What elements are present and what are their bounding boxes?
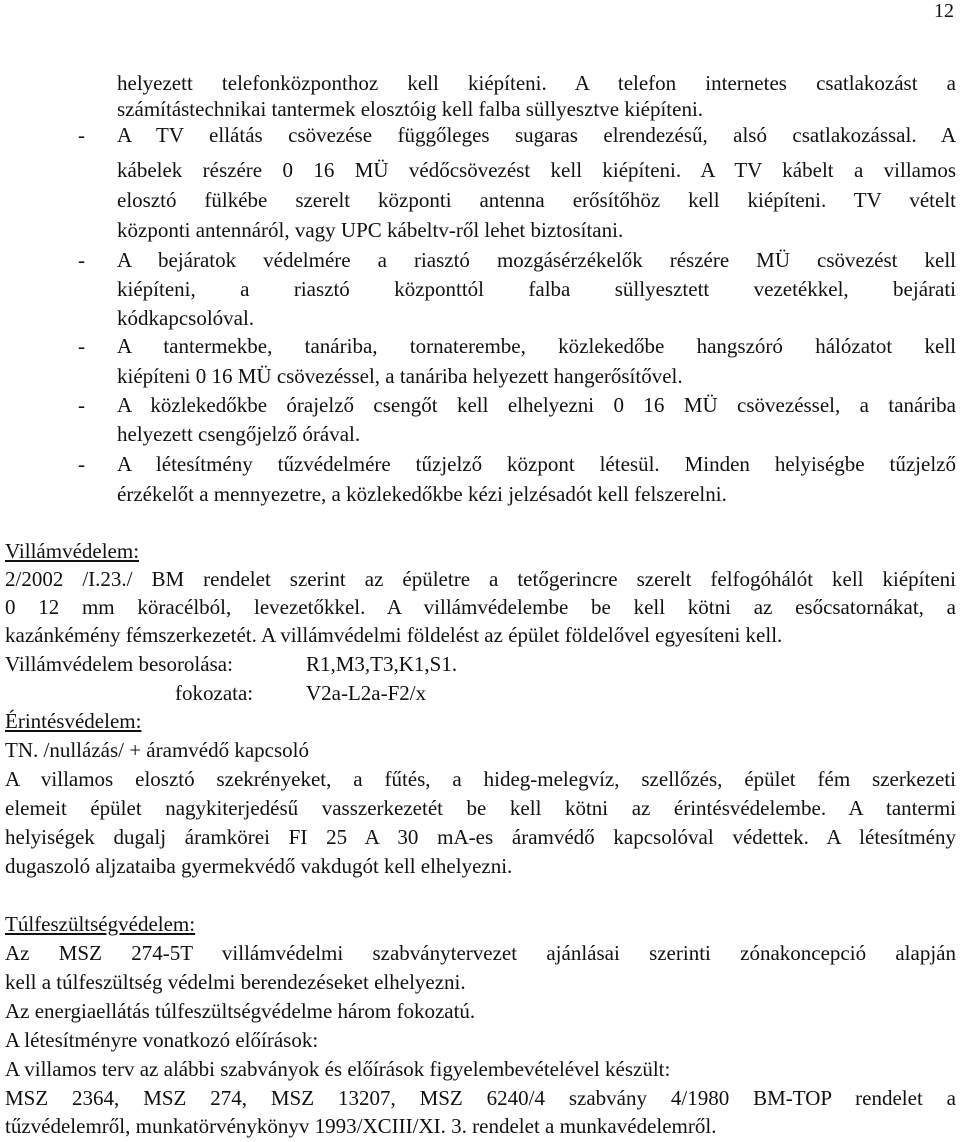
text-line: A létesítményre vonatkozó előírások: bbox=[5, 1028, 319, 1052]
text-line: helyezett csengőjelző órával. bbox=[117, 422, 361, 446]
section-heading: Érintésvédelem: bbox=[5, 709, 142, 733]
text-line: tűzvédelemről, munkatörvénykönyv 1993/XCIII/XI. 3. rendelet a munkavédelemről. bbox=[5, 1114, 717, 1138]
text-line: A létesítmény tűzvédelmére tűzjelző központ létesül. Minden helyiségbe tűzjelző bbox=[117, 452, 956, 476]
bullet-dash: - bbox=[78, 393, 85, 417]
besorolas-value: R1,M3,T3,K1,S1. bbox=[306, 652, 458, 676]
text-line: elosztó fülkébe szerelt központi antenna erősítőhöz kell kiépíteni. TV vételt bbox=[117, 188, 956, 212]
text-line: számítástechnikai tantermek elosztóig kell falba süllyesztve kiépíteni. bbox=[117, 97, 704, 121]
text-line: A közlekedőkbe órajelző csengőt kell elhelyezni 0 16 MÜ csövezéssel, a tanáriba bbox=[117, 393, 956, 417]
text-line: A bejáratok védelmére a riasztó mozgásérzékelők részére MÜ csövezést kell bbox=[117, 248, 956, 272]
bullet-dash: - bbox=[78, 123, 85, 147]
besorolas-label: Villámvédelem besorolása: bbox=[5, 652, 233, 676]
fokozat-value: V2a-L2a-F2/x bbox=[306, 681, 427, 705]
bullet-dash: - bbox=[78, 334, 85, 358]
bullet-dash: - bbox=[78, 452, 85, 476]
text-line: A tantermekbe, tanáriba, tornaterembe, közlekedőbe hangszóró hálózatot kell bbox=[117, 334, 956, 358]
text-line: kell a túlfeszültség védelmi berendezéseket elhelyezni. bbox=[5, 970, 466, 994]
text-line: 2/2002 /I.23./ BM rendelet szerint az épületre a tetőgerincre szerelt felfogóhálót kell kiépíteni bbox=[5, 567, 956, 591]
text-line: kábelek részére 0 16 MÜ védőcsövezést kell kiépíteni. A TV kábelt a villamos bbox=[117, 158, 956, 182]
section-heading: Villámvédelem: bbox=[5, 539, 140, 563]
text-line: kazánkémény fémszerkezetét. A villámvédelmi földelést az épület földelővel egyesíteni kell. bbox=[5, 623, 783, 647]
fokozat-label: fokozata: bbox=[175, 681, 254, 705]
text-line: A TV ellátás csövezése függőleges sugaras elrendezésű, alsó csatlakozással. A bbox=[117, 123, 956, 147]
text-line: kiépíteni 0 16 MÜ csövezéssel, a tanáriba helyezett hangerősítővel. bbox=[117, 364, 683, 388]
text-line: A villamos elosztó szekrényeket, a fűtés, a hideg-melegvíz, szellőzés, épület fém szerkezeti bbox=[5, 767, 956, 791]
text-line: központi antennáról, vagy UPC kábeltv-ről lehet biztosítani. bbox=[117, 218, 624, 242]
text-line: Az MSZ 274-5T villámvédelmi szabványtervezet ajánlásai szerinti zónakoncepció alapján bbox=[5, 941, 956, 965]
text-line: helyezett telefonközponthoz kell kiépíteni. A telefon internetes csatlakozást a bbox=[117, 71, 956, 95]
text-line: kiépíteni, a riasztó központtól falba süllyesztett vezetékkel, bejárati bbox=[117, 277, 956, 301]
text-line: kódkapcsolóval. bbox=[117, 306, 255, 330]
text-line: MSZ 2364, MSZ 274, MSZ 13207, MSZ 6240/4 szabvány 4/1980 BM-TOP rendelet a bbox=[5, 1086, 956, 1110]
section-heading: Túlfeszültségvédelem: bbox=[5, 912, 196, 936]
text-line: Az energiaellátás túlfeszültségvédelme három fokozatú. bbox=[5, 999, 476, 1023]
page-number: 12 bbox=[934, 0, 954, 22]
text-line: 0 12 mm köracélból, levezetőkkel. A villámvédelembe be kell kötni az esőcsatornákat, a bbox=[5, 595, 956, 619]
bullet-dash: - bbox=[78, 248, 85, 272]
text-line: érzékelőt a mennyezetre, a közlekedőkbe kézi jelzésadót kell felszerelni. bbox=[117, 482, 727, 506]
text-line: TN. /nullázás/ + áramvédő kapcsoló bbox=[5, 738, 309, 762]
text-line: dugaszoló aljzataiba gyermekvédő vakdugót kell elhelyezni. bbox=[5, 854, 513, 878]
text-line: elemeit épület nagykiterjedésű vasszerkezetét be kell kötni az érintésvédelembe. A tantermi bbox=[5, 796, 956, 820]
text-line: A villamos terv az alábbi szabványok és előírások figyelembevételével készült: bbox=[5, 1057, 671, 1081]
text-line: helyiségek dugalj áramkörei FI 25 A 30 mA-es áramvédő kapcsolóval védettek. A létesítmény bbox=[5, 825, 956, 849]
